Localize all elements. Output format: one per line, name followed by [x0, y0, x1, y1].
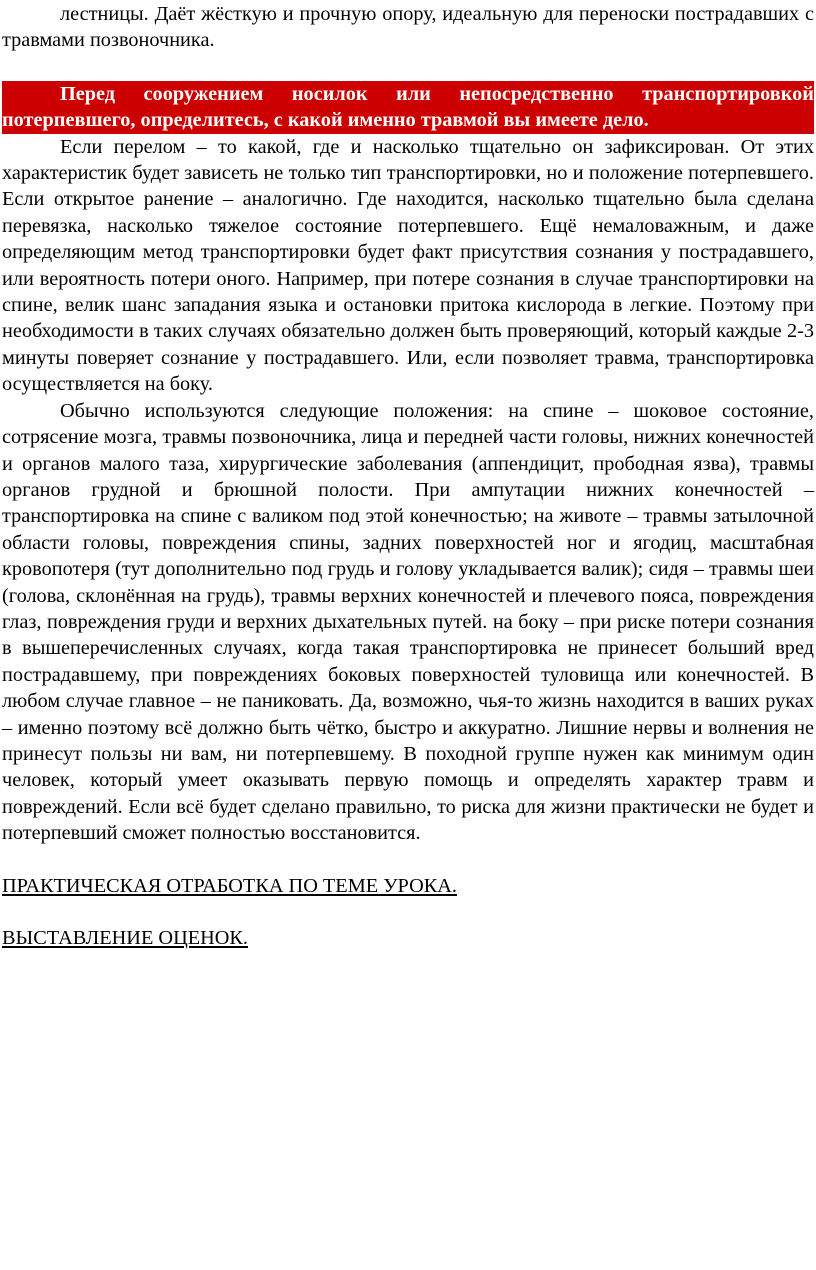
heading-grades: ВЫСТАВЛЕНИЕ ОЦЕНОК.	[2, 927, 248, 949]
warning-highlight: Перед сооружением носилок или непосредственно транспортировкой потерпевшего, определитесь, с какой именно травмой вы имеете дело.	[2, 81, 814, 134]
paragraph-positions: Обычно используются следующие положения: на спине – шоковое состояние, сотрясение мозга, травмы позвоночника, лица и передней части головы, нижних конечностей и органов малого таза, хирургические заболевания (аппендицит, прободная язва), травмы органов грудной и брюшной полости. При ампутации нижних конечностей – транспортировка на спине с валиком под этой конечностью; на животе – травмы затылочной области головы, повреждения спины, задних поверхностей ног и ягодиц, масштабная кровопотеря (тут дополнительно под грудь и голову укладывается валик); сидя – травмы шеи (голова, склонённая на грудь), травмы верхних конечностей и плечевого пояса, повреждения глаз, повреждения груди и верхних дыхательных путей. на боку – при риске потери сознания в вышеперечисленных случаях, когда такая транспортировка не принесет больший вред пострадавшему, при повреждениях боковых поверхностей туловища или конечностей. В любом случае главное – не паниковать. Да, возможно, чья-то жизнь находится в ваших руках – именно поэтому всё должно быть чётко, быстро и аккуратно. Лишние нервы и волнения не принесут пользы ни вам, ни потерпевшему. В походной группе нужен как минимум один человек, который умеет оказывать первую помощь и определять характер травм и повреждений. Если всё будет сделано правильно, то риска для жизни практически не будет и потерпевший сможет полностью восстановится.	[2, 399, 814, 845]
paragraph-fracture: Если перелом – то какой, где и насколько тщательно он зафиксирован. От этих характеристик будет зависеть не только тип транспортировки, но и положение потерпевшего. Если открытое ранение – аналогично. Где находится, насколько тщательно была сделана перевязка, насколько тяжелое состояние потерпевшего. Ещё немаловажным, и даже определяющим метод транспортировки будет факт присутствия сознания у пострадавшего, или вероятность потери оного. Например, при потере сознания в случае транспортировки на спине, велик шанс западания языка и остановки притока кислорода в легкие. Поэтому при необходимости в таких случаях обязательно должен быть проверяющий, который каждые 2-3 минуты поверяет сознание у пострадавшего. Или, если позволяет травма, транспортировка осуществляется на боку.	[2, 135, 814, 396]
heading-practice: ПРАКТИЧЕСКАЯ ОТРАБОТКА ПО ТЕМЕ УРОКА.	[2, 874, 457, 897]
paragraph-intro: лестницы. Даёт жёсткую и прочную опору, идеальную для переноски пострадавших с травмами позвоночника.	[2, 3, 814, 52]
